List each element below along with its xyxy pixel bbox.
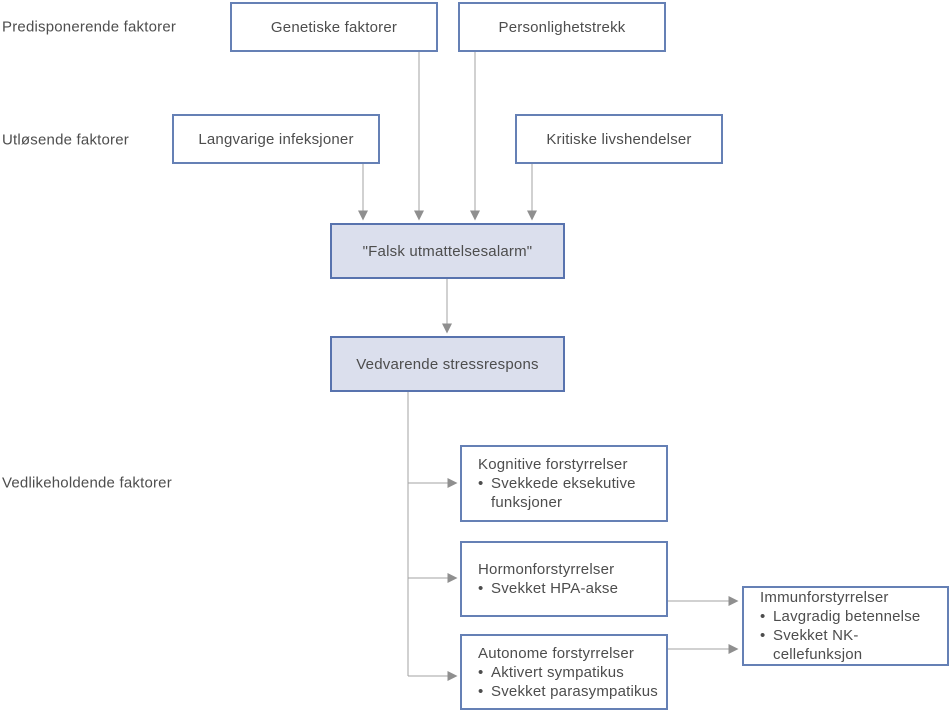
box-critical-life-events xyxy=(515,114,723,164)
box-genetic-factors-label: Genetiske faktorer xyxy=(270,18,398,36)
bullet-text: Svekket parasympatikus xyxy=(491,682,658,700)
box-cognitive-disturbances-title: Kognitive forstyrrelser xyxy=(478,456,628,473)
stage-label-predisposing: Predisponerende faktorer xyxy=(2,18,177,36)
bullet-text: Svekkede eksekutive funksjoner xyxy=(491,475,636,511)
bullet-dot: • xyxy=(760,627,766,644)
box-critical-life-events-label: Kritiske livshendelser xyxy=(546,130,692,148)
box-immune-disturbances xyxy=(742,586,949,666)
box-long-infections-label: Langvarige infeksjoner xyxy=(198,130,354,148)
bullet-text: Svekket NK-cellefunksjon xyxy=(773,627,863,663)
bullet-dot: • xyxy=(478,663,484,681)
box-hormonal-disturbances xyxy=(460,541,668,617)
box-personality-traits-label: Personlighetstrekk xyxy=(498,18,626,36)
bullet-dot: • xyxy=(478,682,484,700)
bullet-dot: • xyxy=(760,608,766,625)
box-personality-traits xyxy=(458,2,666,52)
bullet-item xyxy=(478,474,660,512)
bullet-text: Aktivert sympatikus xyxy=(491,663,624,681)
bullet-item xyxy=(760,626,941,664)
box-sustained-stress-response-label: Vedvarende stressrespons xyxy=(356,355,539,373)
stage-label-maintaining: Vedlikeholdende faktorer xyxy=(2,474,172,492)
box-hormonal-disturbances-title: Hormonforstyrrelser xyxy=(478,561,615,578)
box-false-fatigue-alarm xyxy=(330,223,565,279)
bullet-item xyxy=(478,579,660,598)
bullet-dot: • xyxy=(478,580,484,597)
box-long-infections xyxy=(172,114,380,164)
box-genetic-factors xyxy=(230,2,438,52)
bullet-dot: • xyxy=(478,475,484,492)
box-autonomic-disturbances xyxy=(460,634,668,710)
stage-label-precipitating: Utløsende faktorer xyxy=(2,131,129,149)
bullet-item xyxy=(760,607,941,626)
box-sustained-stress-response xyxy=(330,336,565,392)
box-cognitive-disturbances xyxy=(460,445,668,522)
bullet-text: Lavgradig betennelse xyxy=(773,608,921,625)
bullet-item xyxy=(478,682,660,701)
bullet-item xyxy=(478,663,660,682)
box-immune-disturbances-title: Immunforstyrrelser xyxy=(760,589,889,606)
bullet-text: Svekket HPA-akse xyxy=(491,580,619,597)
box-autonomic-disturbances-title: Autonome forstyrrelser xyxy=(478,644,635,662)
box-false-fatigue-alarm-label: "Falsk utmattelsesalarm" xyxy=(362,242,533,260)
